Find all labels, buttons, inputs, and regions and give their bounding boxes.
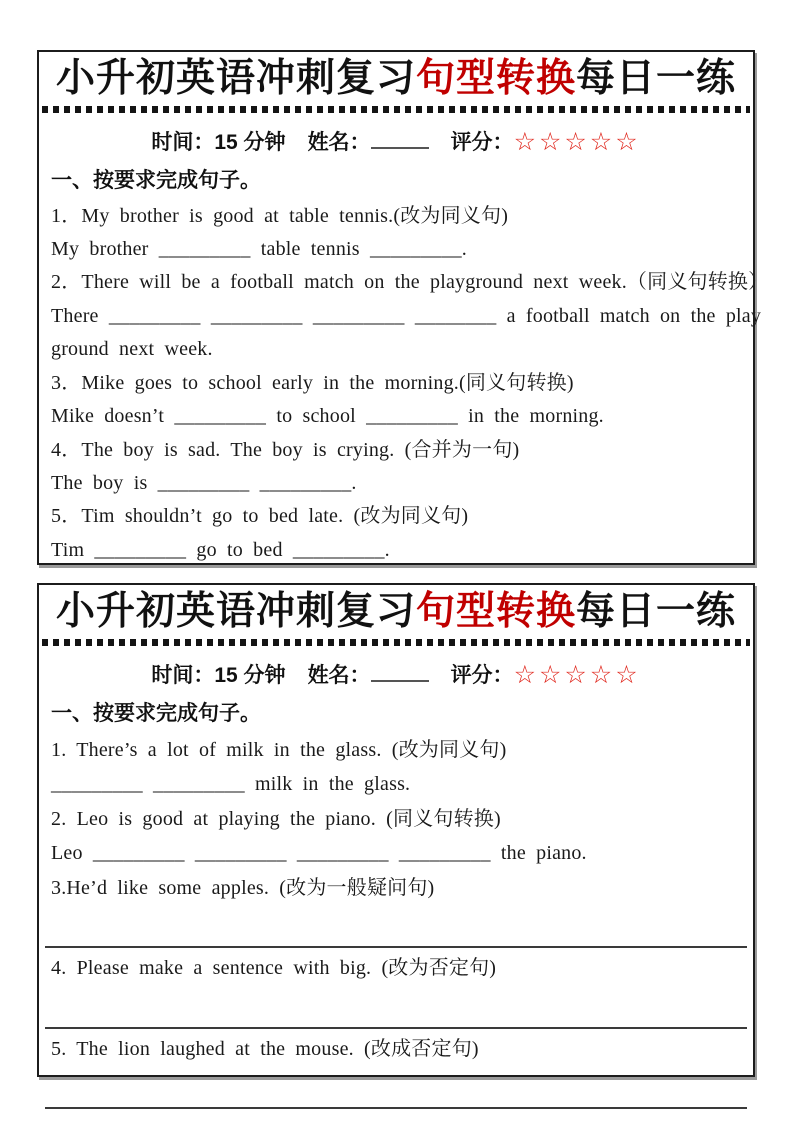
worksheet-title	[39, 57, 753, 101]
question-line: 3．Mike goes to school early in the morning.(同义句转换)	[51, 371, 574, 394]
time-value: 15 分钟	[214, 663, 286, 687]
score-stars-icon: ☆☆☆☆☆	[513, 660, 641, 689]
title-part-left: 小升初英语冲刺复习	[55, 590, 416, 633]
time-label: 时间：	[151, 663, 215, 687]
title-part-left: 小升初英语冲刺复习	[55, 57, 416, 100]
name-label: 姓名：	[307, 130, 371, 154]
section-heading: 一、按要求完成句子。	[51, 168, 261, 192]
title-highlight: 句型转换	[415, 590, 576, 633]
worksheet-panel-2	[37, 583, 755, 1077]
answer-line: Tim _________ go to bed _________.	[51, 538, 390, 561]
question-line: 5. The lion laughed at the mouse. (改成否定句)	[51, 1037, 479, 1060]
question-line: 1．My brother is good at table tennis.(改为同义句)	[51, 204, 509, 227]
answer-line: _________ _________ milk in the glass.	[51, 773, 411, 796]
answer-line: Leo _________ _________ _________ _________ the piano.	[51, 842, 587, 865]
answer-rule	[45, 905, 747, 948]
name-blank-line	[371, 660, 429, 682]
title-part-right: 每日一练	[576, 57, 737, 100]
answer-rule	[45, 1066, 747, 1109]
score-stars-icon: ☆☆☆☆☆	[513, 127, 641, 156]
question-line: 3.He’d like some apples. (改为一般疑问句)	[51, 876, 435, 899]
score-label: 评分：	[450, 130, 514, 154]
worksheet-panel-1	[37, 50, 769, 565]
question-line: 5．Tim shouldn’t go to bed late. (改为同义句)	[51, 505, 469, 528]
info-row	[39, 659, 753, 690]
answer-line: There _________ _________ _________ ________ a football match on the play	[51, 304, 762, 327]
time-label: 时间：	[151, 130, 215, 154]
exercise-lines	[51, 733, 741, 1110]
question-line: 2. Leo is good at playing the piano. (同义句转换)	[51, 807, 501, 830]
name-blank-line	[371, 127, 429, 149]
dotted-divider	[42, 106, 750, 113]
question-line: 2．There will be a football match on the playground next week.（同义句转换）	[51, 271, 769, 294]
exercise-lines	[51, 200, 769, 567]
question-line: 1. There’s a lot of milk in the glass. (改为同义句)	[51, 738, 507, 761]
dotted-divider	[42, 639, 750, 646]
score-label: 评分：	[450, 663, 514, 687]
info-row	[39, 126, 753, 157]
answer-continuation-line: ground next week.	[51, 338, 213, 361]
answer-line: The boy is _________ _________.	[51, 471, 357, 494]
question-line: 4．The boy is sad. The boy is crying. (合并为一句)	[51, 438, 520, 461]
section-heading: 一、按要求完成句子。	[51, 701, 261, 725]
question-line: 4. Please make a sentence with big. (改为否定句)	[51, 957, 497, 980]
answer-line: Mike doesn’t _________ to school _________ in the morning.	[51, 405, 604, 428]
worksheet-title	[39, 590, 753, 634]
answer-line: My brother _________ table tennis _________.	[51, 238, 467, 261]
name-label: 姓名：	[307, 663, 371, 687]
answer-rule	[45, 986, 747, 1029]
title-highlight: 句型转换	[415, 57, 576, 100]
time-value: 15 分钟	[214, 130, 286, 154]
title-part-right: 每日一练	[576, 590, 737, 633]
